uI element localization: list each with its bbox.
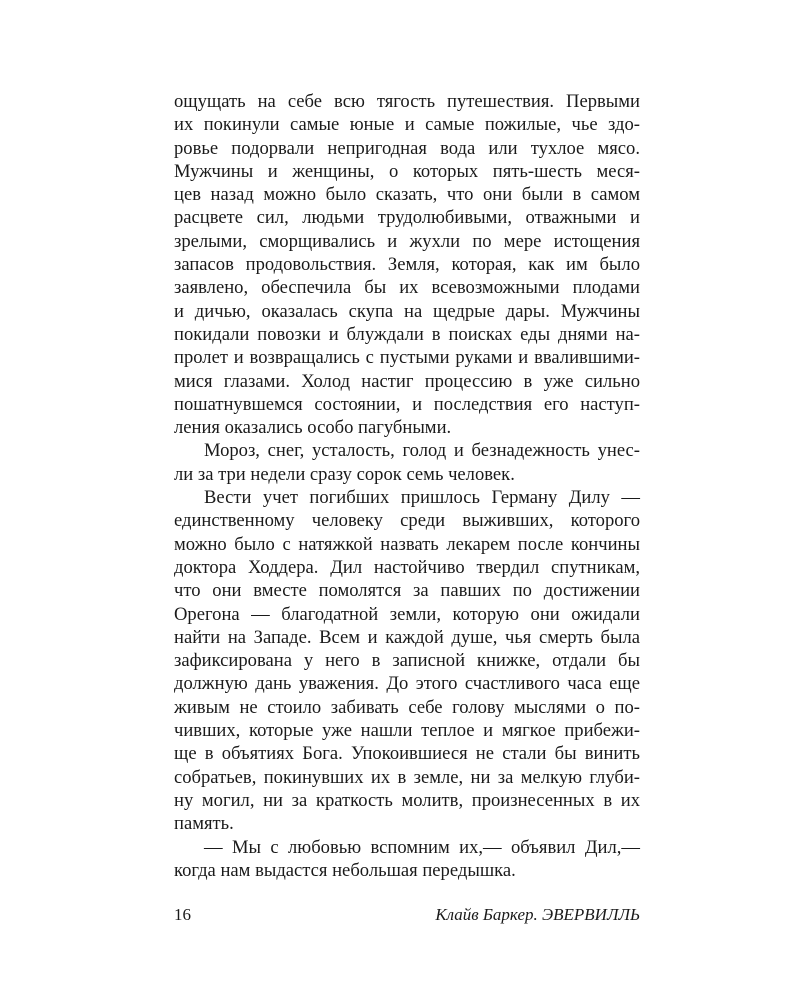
paragraph xyxy=(174,486,640,835)
text-line: найти на Западе. Всем и каждой душе, чья смерть была xyxy=(174,626,640,648)
text-line: Орегона — благодатной земли, которую они ожидали xyxy=(174,603,640,625)
text-line: должную дань уважения. До этого счастливого часа еще xyxy=(174,673,640,695)
text-line: ли за три недели сразу сорок семь человек. xyxy=(174,463,515,485)
text-line: — Мы с любовью вспомним их,— объявил Дил,— xyxy=(204,836,640,858)
page-number: 16 xyxy=(174,905,191,924)
text-line: расцвете сил, людьми трудолюбивыми, отважными и xyxy=(174,207,640,229)
text-line: покидали повозки и блуждали в поисках еды днями на- xyxy=(174,323,640,345)
text-line: мися глазами. Холод настиг процессию в уже сильно xyxy=(174,370,640,392)
text-line: зрелыми, сморщивались и жухли по мере истощения xyxy=(174,230,640,252)
text-line: чивших, которые уже нашли теплое и мягкое прибежи- xyxy=(174,720,640,742)
text-line: заявлено, обеспечила бы их всевозможными плодами xyxy=(174,277,640,299)
text-line: ления оказались особо пагубными. xyxy=(174,417,452,439)
text-line: их покинули самые юные и самые пожилые, чье здо- xyxy=(174,114,640,136)
text-line: единственному человеку среди выживших, которого xyxy=(174,510,640,532)
body-text xyxy=(174,90,640,882)
text-line: пролет и возвращались с пустыми руками и ввалившими- xyxy=(174,347,640,369)
text-line: цев назад можно было сказать, что они были в самом xyxy=(174,184,640,206)
text-line: Мужчины и женщины, о которых пять-шесть меся- xyxy=(174,160,640,182)
text-line: пошатнувшемся состоянии, и последствия его наступ- xyxy=(174,393,640,415)
text-line: запасов продовольствия. Земля, которая, как им было xyxy=(174,254,640,276)
text-line: ще в объятиях Бога. Упокоившиеся не стали бы винить xyxy=(174,743,640,765)
text-line: зафиксирована у него в записной книжке, отдали бы xyxy=(174,650,640,672)
text-line: собратьев, покинувших их в земле, ни за мелкую глуби- xyxy=(174,766,640,788)
text-line: ровье подорвали непригодная вода или тухлое мясо. xyxy=(174,137,640,159)
text-line: Вести учет погибших пришлось Герману Дилу — xyxy=(204,487,640,509)
text-line: Мороз, снег, усталость, голод и безнадежность унес- xyxy=(204,440,640,462)
paragraph xyxy=(174,90,640,439)
text-line: можно было с натяжкой назвать лекарем после кончины xyxy=(174,533,640,555)
text-line: память. xyxy=(174,813,234,835)
text-line: ощущать на себе всю тягость путешествия. Первыми xyxy=(174,91,640,112)
paragraph xyxy=(174,836,640,883)
page-footer xyxy=(174,902,640,928)
text-line: доктора Ходдера. Дил настойчиво твердил спутникам, xyxy=(174,556,640,578)
text-line: ну могил, ни за краткость молитв, произнесенных в их xyxy=(174,789,640,811)
running-title: Клайв Баркер. ЭВЕРВИЛЛЬ xyxy=(435,905,640,924)
text-line: и дичью, оказалась скупа на щедрые дары. Мужчины xyxy=(174,300,640,322)
paragraph xyxy=(174,439,640,486)
text-line: когда нам выдастся небольшая передышка. xyxy=(174,859,516,881)
text-line: живым не стоило забивать себе голову мыслями о по- xyxy=(174,696,640,718)
text-line: что они вместе помолятся за павших по достижении xyxy=(174,580,640,602)
